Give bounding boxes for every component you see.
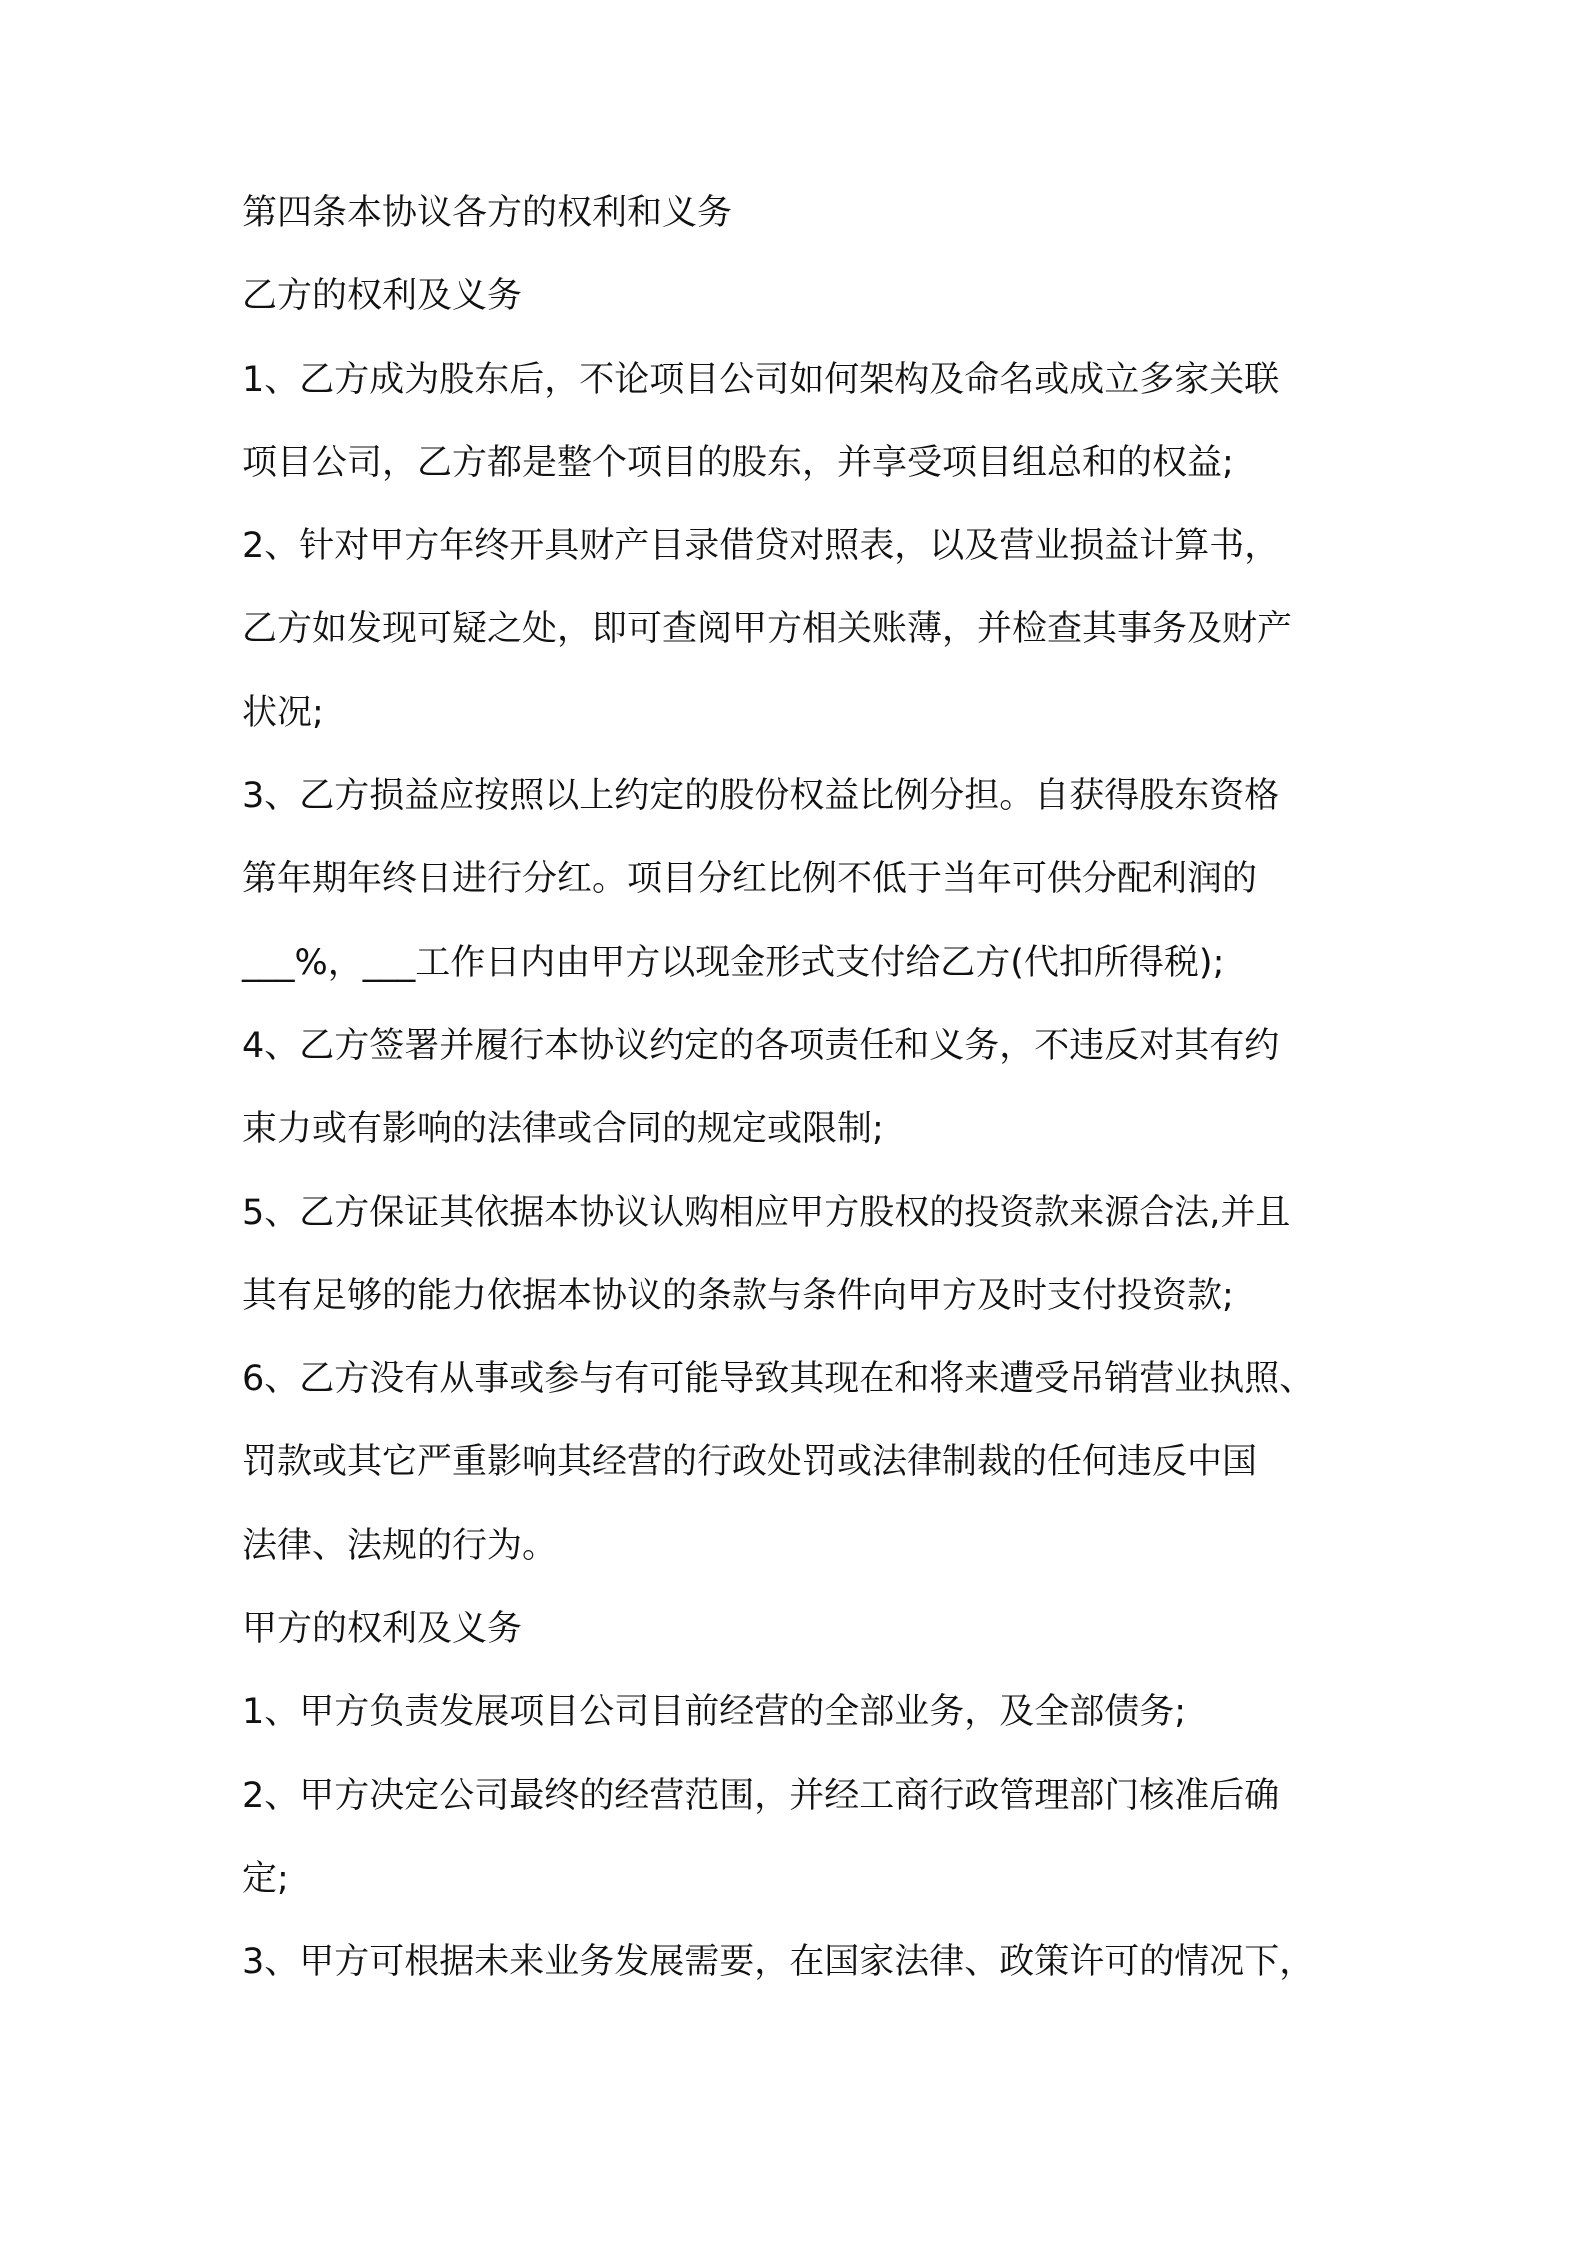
document-body	[242, 193, 1402, 2029]
text-line: 束力或有影响的法律或合同的规定或限制;	[242, 1109, 884, 1150]
section-heading: 第四条本协议各方的权利和义务	[242, 193, 733, 233]
text-line: 5、乙方保证其依据本协议认购相应甲方股权的投资款来源合法,并且	[242, 1192, 1291, 1233]
subheading-party-b: 乙方的权利及义务	[242, 276, 523, 317]
text-line: 2、甲方决定公司最终的经营范围，并经工商行政管理部门核准后确	[242, 1775, 1280, 1816]
text-line: 6、乙方没有从事或参与有可能导致其现在和将来遭受吊销营业执照、	[242, 1359, 1315, 1400]
text-line: 4、乙方签署并履行本协议约定的各项责任和义务，不违反对其有约	[242, 1025, 1280, 1066]
subheading-party-a: 甲方的权利及义务	[242, 1609, 523, 1650]
text-line: 3、乙方损益应按照以上约定的股份权益比例分担。自获得股东资格	[242, 776, 1280, 817]
text-line: 乙方如发现可疑之处，即可查阅甲方相关账薄，并检查其事务及财产	[242, 609, 1293, 650]
text-line: 项目公司，乙方都是整个项目的股东，并享受项目组总和的权益;	[242, 442, 1234, 483]
text-line: 罚款或其它严重影响其经营的行政处罚或法律制裁的任何违反中国	[242, 1442, 1258, 1483]
text-line: 2、针对甲方年终开具财产目录借贷对照表，以及营业损益计算书，	[242, 526, 1280, 567]
text-line: 法律、法规的行为。	[242, 1525, 558, 1566]
text-line: 定;	[242, 1858, 289, 1899]
text-line: ___%，___工作日内由甲方以现金形式支付给乙方(代扣所得税);	[242, 942, 1225, 983]
text-line: 第年期年终日进行分红。项目分红比例不低于当年可供分配利润的	[242, 859, 1258, 900]
text-line: 其有足够的能力依据本协议的条款与条件向甲方及时支付投资款;	[242, 1275, 1234, 1316]
text-line: 状况;	[242, 692, 324, 733]
text-line: 1、乙方成为股东后，不论项目公司如何架构及命名或成立多家关联	[242, 359, 1280, 400]
text-line: 1、甲方负责发展项目公司目前经营的全部业务，及全部债务;	[242, 1692, 1187, 1733]
text-line: 3、甲方可根据未来业务发展需要，在国家法律、政策许可的情况下，	[242, 1942, 1315, 1983]
